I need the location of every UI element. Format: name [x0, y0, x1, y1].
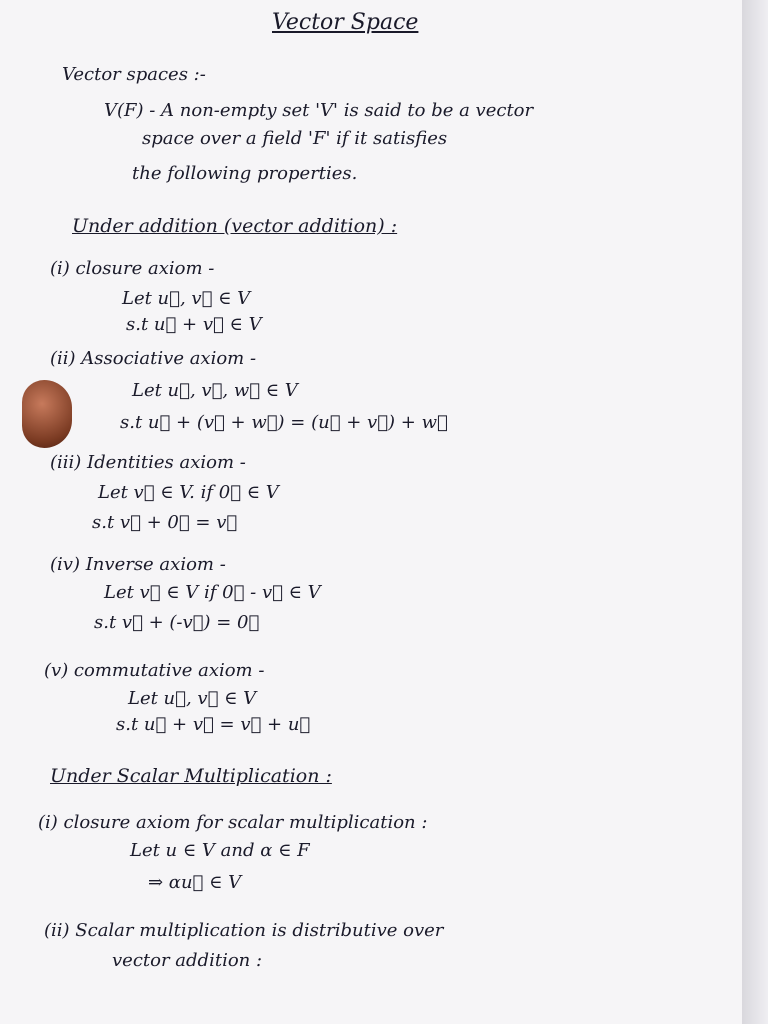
- addition-heading: Under addition (vector addition) :: [72, 215, 398, 237]
- axiom-4-line-2: s.t v⃗ + (-v⃗) = 0⃗: [94, 612, 260, 633]
- axiom-5-line-1: Let u⃗, v⃗ ∈ V: [128, 688, 257, 709]
- axiom-2-line-2: s.t u⃗ + (v⃗ + w⃗) = (u⃗ + v⃗) + w⃗: [120, 412, 448, 433]
- axiom-2-title: (ii) Associative axiom -: [50, 348, 257, 369]
- axiom-4-line-1: Let v⃗ ∈ V if 0⃗ - v⃗ ∈ V: [104, 582, 321, 603]
- bleed-through-mark: [520, 10, 524, 26]
- scalar-item-2-line-2: vector addition :: [112, 950, 263, 971]
- axiom-3-title: (iii) Identities axiom -: [50, 452, 246, 473]
- axiom-2-line-1: Let u⃗, v⃗, w⃗ ∈ V: [132, 380, 298, 401]
- scalar-item-2-title: (ii) Scalar multiplication is distributive over: [44, 920, 444, 941]
- thumb-photo: [22, 380, 72, 448]
- axiom-5-title: (v) commutative axiom -: [44, 660, 265, 681]
- definition-line-3: the following properties.: [132, 163, 358, 184]
- axiom-3-line-1: Let v⃗ ∈ V. if 0⃗ ∈ V: [98, 482, 279, 503]
- scalar-heading: Under Scalar Multiplication :: [50, 765, 332, 787]
- page-title: Vector Space: [272, 10, 419, 35]
- axiom-3-line-2: s.t v⃗ + 0⃗ = v⃗: [92, 512, 238, 533]
- axiom-4-title: (iv) Inverse axiom -: [50, 554, 226, 575]
- scalar-item-1-line-2: ⇒ αu⃗ ∈ V: [148, 872, 242, 893]
- definition-line-2: space over a field 'F' if it satisfies: [142, 128, 448, 149]
- axiom-1-title: (i) closure axiom -: [50, 258, 215, 279]
- axiom-1-line-2: s.t u⃗ + v⃗ ∈ V: [126, 314, 262, 335]
- definition-line-1: V(F) - A non-empty set 'V' is said to be a vector: [104, 100, 534, 121]
- axiom-1-line-1: Let u⃗, v⃗ ∈ V: [122, 288, 251, 309]
- scalar-item-1-line-1: Let u ∈ V and α ∈ F: [130, 840, 310, 861]
- scalar-item-1-title: (i) closure axiom for scalar multiplication :: [38, 812, 428, 833]
- axiom-5-line-2: s.t u⃗ + v⃗ = v⃗ + u⃗: [116, 714, 311, 735]
- intro-heading: Vector spaces :-: [62, 64, 206, 85]
- page-edge: [742, 0, 768, 1024]
